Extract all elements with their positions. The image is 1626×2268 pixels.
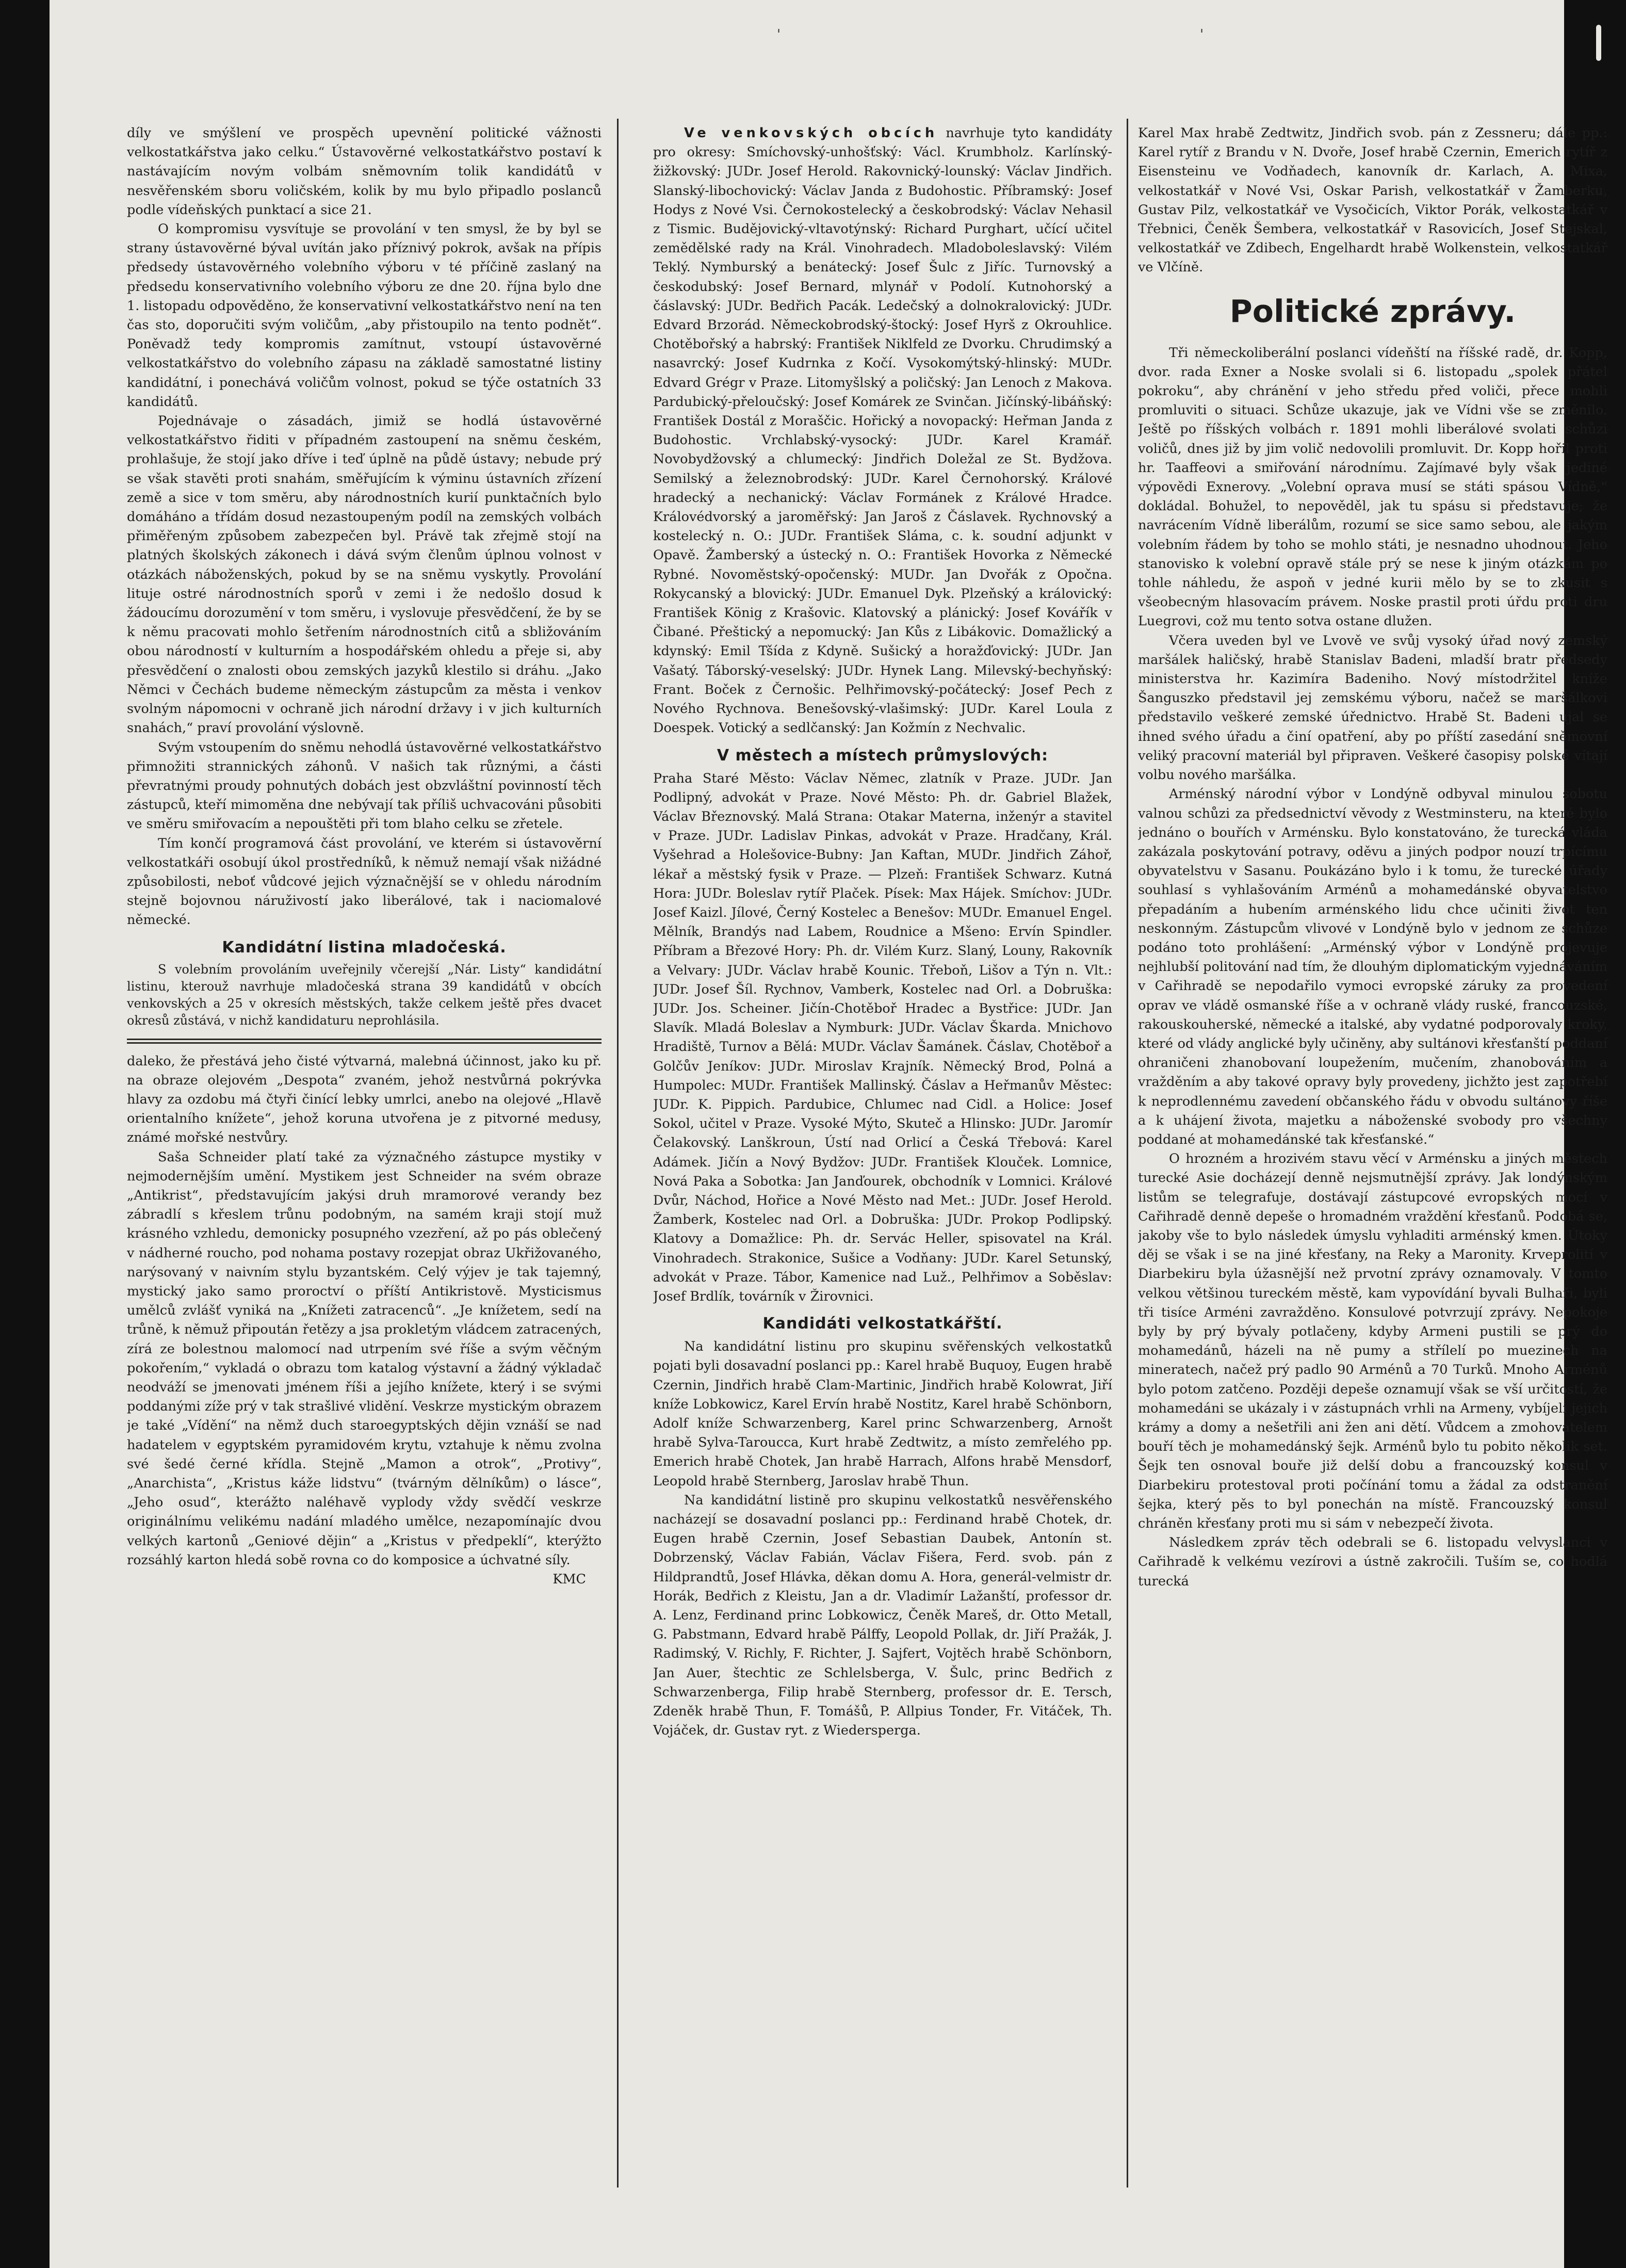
paragraph: Tři německoliberální poslanci vídeňští na říšské radě, dr. Kopp, dvor. rada Exner a Noske svolali si 6. listopadu „spolek přátel pokroku“, aby chránění v jeho středu před voliči, přece mohli promluviti o situaci. Schůze ukazuje, jak ve Vídni vše se změnilo. Ještě po říšských volbách r. 1891 mohli liberálové svolati schůzi voličů, dnes již by jim volič nedovolili promluvit. Dr. Kopp hořil proti hr. Taaffeovi a smiřování národnímu. Zajímavé byly však jediné výpovědi Exnerovy. „Volební oprava musí se státi spásou Vídně,“ dokládal. Bohužel, to nepověděl, jak tu spásu si představuje; že navrácením Vídně liberálům, rozumí se sice samo sebou, ale jakým volebním řádem by toho se mohlo státi, je nesnadno uhodnout. Jeho stanovisko k volební opravě stále prý se nese k jiným otázkám po tohle náhledu, že aspoň v jedné kurii mělo by se to zkusit s všeobecným hlasovacím právem. Noske prastil proti úřdu proti dru Luegrovi, což mu tento sotva ostane dlužen.: [1138, 345, 1607, 629]
column-rule-right: [1127, 119, 1128, 2188]
inline-heading: Ve venkovských obcích: [684, 125, 938, 141]
section-heading: Kandidátní listina mladočeská.: [222, 938, 507, 957]
paragraph: Saša Schneider platí také za význačného zástupce mystiky v nejmodernějším umění. Mystikem jest Schneider na svém obraze „Antikrist“, představujícím jakýsi druh mramorové verandy bez zábradlí s křeslem trůnu podobným, na samém kraji stojí muž krásného vzhledu, demonicky posupného vzezření, až po pás oblečený v nádherné roucho, pod nohama postavy rozepjat obraz Ukřižovaného, narýsovaný v naivním stylu byzantském. Celý výjev je tak tajemný, mystický jako samo proroctví o příští Antikristově. Mysticismus umělců zvlášť vyniká na „Knížeti zatracenců“. „Je knížetem, sedí na trůně, k němuž připoután řetězy a jsa prokletým vládcem zatracených, zírá ze bolestnou malomocí nad utrpením své říše a svým věčným pokořením,“ vykladá o obrazu tom katalog výstavní a žádný výkladač neodváží se jmenovati jménem říši a jejího knížete, který i se svými poddanými zíže prý v tak strašlivé vlidění. Veskrze mystickým obrazem je také „Vídění“ na němž duch staroegyptských dějin vznáší se nad hadatelem v egyptském pyramidovém krytu, vztahuje k němu zvolna své šedé černé křídla. Stejně „Mamon a otrok“, „Protivy“, „Anarchista“, „Kristus káže lidstvu“ (tvárným dělníkům) o lásce“, „Jeho osud“, kterážto naléhavě vyplody vždy svědčí veskrze originálnímu velikému nadání mladého umělce, nezapomínajíc dvou velkých kartonů „Geniové dějin“ a „Kristus v předpeklí“, kterýžto rozsáhlý karton hledá sobě rovna co do komposice a úchvatné síly.: [127, 1149, 601, 1568]
section-title: Politické zprávy.: [1229, 293, 1516, 330]
column-1: [127, 124, 601, 2182]
paragraph: O kompromisu vysvítuje se provolání v ten smysl, že by byl se strany ústavověrné býval uvítán jako příznivý pokrok, avšak na přípis předsedy ústavověrného volebního výboru v té příčině zaslaný na předsedu konservativního volebního výboru ze dne 20. října bylo dne 1. listopadu odpověděno, že konservativní velkostatkářstvo není na ten čas sto, doporučiti svým voličům, „aby přistoupilo na tento podnět“. Poněvadž tedy kompromis zamítnut, vstoupí ústavověrné velkostatkářstvo do volebního zápasu na základě samostatné listiny kandidátní, i ponechává voličům volnost, pokud se týče ostatních 33 kandidátů.: [127, 221, 601, 410]
paragraph: Arménský národní výbor v Londýně odbyval minulou sobotu valnou schůzi za předsednictví věvody z Westminsteru, na které bylo jednáno o bouřích v Arménsku. Bylo konstatováno, že turecká vláda zakázala poskytování potravy, oděvu a jiných podpor nouzí trpícímu obyvatelstvu v Sasanu. Poukázáno bylo i k tomu, že turecké úřady souhlasí s vyhlašováním Arménů a mohamedánské obyvatelstvo přepadáním a hubením arménského lidu chce učiniti život ten neskonným. Zástupcům vlivové v Londýně bylo v jednom ze schůze podáno toto prohlášení: „Arménský výbor v Londýně projevuje nejhlubší politování nad tím, že dlouhým diplomatickým vyjednáváním v Cařihradě se nepodařilo vymoci evropské záruky za provedení oprav ve vládě osmanské říše a v ochraně vlády ruské, francouzské, rakouskouherské, německé a italské, aby vydatné podporovaly kroky, které od vlády anglické byly učiněny, aby sultánovi křesťanští poddaní ohraničeni zhanobovaní loupežením, mučením, zhanobováním a vražděním a aby takové opravy byly provedeny, jichžto jest zapotřebí k neprodlennému zavedení občanského řádu v obvodu sultánovy říše a k uhájení života, majetku a náboženské svobody pro všechny poddané at mohamedánské tak křesťanské.“: [1138, 786, 1607, 1147]
section-heading: Kandidáti velkostatkářští.: [762, 1315, 1003, 1333]
paragraph: Včera uveden byl ve Lvově ve svůj vysoký úřad nový zemský maršálek haličský, hrabě Stanislav Badeni, mladší bratr předsedy ministerstva hr. Kazimíra Badeniho. Nový místodržitel kníže Šanguszko představil jej zemskému výboru, načež se maršálkovi představilo veškeré zemské úřednictvo. Hrabě St. Badeni ujal se ihned svého úřadu a činí opatření, aby po příští zasedání sněmovní veliký pracovní materiál byl připraven. Veškeré časopisy polské vítají volbu nového maršálka.: [1138, 633, 1607, 783]
paragraph: Následkem zpráv těch odebrali se 6. listopadu velvyslanci v Cařihradě k velkému vezírovi a ústně zakročili. Tuším se, co hodlá turecká: [1138, 1535, 1607, 1589]
paragraph: daleko, že přestává jeho čisté výtvarná, malebná účinnost, jako ku př. na obraze olejovém „Despota“ zvaném, jehož nestvůrná pokrývka hlavy za ozdobu má čtyři činící lebky umrlci, anebo na olejové „Hlavě orientalního knížete“, jehož koruna utvořena je z pitvorné medusy, známé mořské nestvůry.: [127, 1053, 601, 1146]
feuilleton-divider: [127, 1039, 601, 1044]
paragraph: Tím končí programová část provolání, ve kterém si ústavověrní velkostatkáři osobují úkol prostředníků, k němuž nemají však nižádné způsobilosti, neboť vůdcové jejich význačnější se v ohledu národním stejně bojovnou náruživostí jako liberálové, tak i naciomalové německé.: [127, 835, 601, 928]
signature: KMC: [552, 1572, 586, 1587]
column-2: [653, 124, 1112, 2182]
paragraph: S volebním provoláním uveřejnily včerejší „Nár. Listy“ kandidátní listinu, kterouž navrhuje mladočeská strana 39 kandidátů v obcích venkovských a 25 v okresích městských, takže celkem ještě přes dvacet okresů zůstává, v nichž kandidaturu neprohlásila.: [127, 962, 601, 1028]
paragraph: [653, 124, 1112, 738]
page-mark-right: ': [1200, 27, 1204, 42]
column-3: [1138, 124, 1607, 2182]
paragraph: Karel Max hrabě Zedtwitz, Jindřich svob. pán z Zessneru; dále pp.: Karel rytíř z Brandu v N. Dvoře, Josef hrabě Czernin, Emerich rytíř z Eisensteinu ve Vodňadech, kanovník dr. Karlach, A. Mixa, velkostatkář v Nové Vsi, Oskar Parish, velkostatkář v Žamberku, Gustav Pilz, velkostatkář ve Vysočicích, Viktor Porák, velkostatkář v Třebnici, Čeněk Šembera, velkostatkář v Rasovicích, Josef Stejskal, velkostatkář ve Zdibech, Engelhardt hrabě Wolkenstein, velkostatkář ve Vlčíně.: [1138, 125, 1607, 276]
paragraph: Svým vstoupením do sněmu nehodlá ústavověrné velkostatkářstvo přimnožiti strannických záhonů. V našich tak různými, a části převratnými proudy pohnutých dobách jest obzvláštní povinností těch zástupců, kteří mimoměna dne nebývají tak příliš uchvacováni působiti ve směru smiřovacím a nepouštěti při tom blaho celku se zřetele.: [127, 739, 601, 832]
paragraph: Na kandidátní listinu pro skupinu svěřenských velkostatků pojati byli dosavadní poslanci pp.: Karel hrabě Buquoy, Eugen hrabě Czernin, Jindřich hrabě Clam-Martinic, Jindřich hrabě Kolowrat, Jiří kníže Lobkowicz, Karel Ervín hrabě Nostitz, Karel hrabě Schönborn, Adolf kníže Schwarzenberg, Karel princ Schwarzenberg, Arnošt hrabě Sylva-Taroucca, Kurt hrabě Zedtwitz, a místo zemřelého pp. Emerich hrabě Chotek, Jan hrabě Harrach, Alfons hrabě Mensdorf, Leopold hrabě Sternberg, Jaroslav hrabě Thun.: [653, 1339, 1112, 1489]
paragraph: O hrozném a hrozivém stavu věcí v Arménsku a jiných městech turecké Asie docházejí denně nejsmutnější zprávy. Jak londýnským listům se telegrafuje, dostávají zástupcové evropských mocí v Cařihradě denně depeše o hromadném vraždění křesťanů. Podobá se, jakoby vše to bylo následek úmyslu vyhladiti arménský kmen. Útoky děj se však i se na jiné křesťany, na Reky a Maronity. Krveprolití v Diarbekiru byla úžasnější než prvotní zprávy oznamovaly. V tomto velkou většinou tureckém městě, kam vypovídání byvali Bulhaři, byli tři tisíce Arméni zavražděno. Konsulové potvrzují zprávy. Nepokoje byly by prý bývaly potlačeny, kdyby Armeni pustili se prý do mohamedánů, házeli na ně pumy a střílelí po muezinech na mineratech, načež prý padlo 90 Arménů a 70 Turků. Mnoho Arménů bylo potom zatčeno. Později depeše oznamují však se vší určitostí, že mohamedáni se ukázaly i v zástupnách vrhli na Armeny, vybíjeli jejich krámy a domy a nešetřili ani žen ani dětí. Vůdcem a zmohovatelem bouří těch je mohamedánský šejk. Arménů bylo tu pobito několik set. Šejk ten osnoval bouře již delší dobu a francouzský konsul v Diarbekiru protestoval proti počínání tomu a žádal za odstranění šejka, který pěs to byl ponechán na místě. Francouzský konsul chráněn křesťany proti mu si sám v nebezpečí života.: [1138, 1151, 1607, 1532]
paragraph: Na kandidátní listině pro skupinu velkostatků nesvěřenského nacházejí se dosavadní poslanci pp.: Ferdinand hrabě Chotek, dr. Eugen hrabě Czernin, Josef Sebastian Daubek, Antonín st. Dobrzenský, Václav Fabián, Václav Fišera, Ferd. svob. pán z Hildprandtů, Josef Hlávka, děkan domu A. Hora, generál-velmistr dr. Horák, Bedřich z Kleistu, Jan a dr. Vladimír Lažanští, professor dr. A. Lenz, Ferdinand princ Lobkowicz, Čeněk Mareš, dr. Otto Metall, G. Pabstmann, Edvard hrabě Pálffy, Leopold Pollak, dr. Jiří Pražák, J. Radimský, V. Richly, F. Richter, J. Sajfert, Vojtěch hrabě Schönborn, Jan Auer, štechtic ze Schlelsberga, V. Šulc, princ Bedřich z Schwarzenberga, Filip hrabě Sternberg, professor dr. E. Tersch, Zdeněk hrabě Thun, F. Tomášů, P. Allpius Tonder, Fr. Vitáček, Th. Vojáček, dr. Gustav ryt. z Wiedersperga.: [653, 1492, 1112, 1739]
paragraph: díly ve smýšlení ve prospěch upevnění politické vážnosti velkostatkářstva jako celku.“ Ústavověrné velkostatkářstvo postaví k nastávajícím novým volbám sněmovním tolik kandidátů v nesvěřenském sboru voličském, kolik by mu bylo připadlo poslanců podle vídeňských punktací a sice 21.: [127, 125, 601, 218]
paragraph-text: navrhuje tyto kandidáty pro okresy: Smíchovský-unhošťský: Václ. Krumbholz. Karlínský-žižkovský: JUDr. Josef Herold. Rakovnický-lounský: Václav Jindřich. Slanský-libochovický: Václav Janda z Budohostic. Příbramský: Josef Hodys z Nové Vsi. Černokostelecký a českobrodský: Václav Nehasil z Tismic. Budějovický-vltavotýnský: Richard Purghart, učící učitel zemědělské rady na Král. Vinohradech. Mladoboleslavský: Vilém Teklý. Nymburský a benátecký: Josef Šulc z Jiříc. Turnovský a českodubský: Josef Bernard, mlynář v Podolí. Kutnohorský a čáslavský: JUDr. Bedřich Pacák. Ledečský a dolnokralovický: JUDr. Edvard Brzorád. Německobrodský-štocký: Josef Hyrš z Okrouhlice. Chotěbořský a habrský: František Niklfeld ze Dvorku. Chrudimský a nasavrcký: Josef Kudrnka z Kočí. Vysokomýtský-hlinský: MUDr. Edvard Grégr v Praze. Litomyšlský a poličský: Jan Lenoch z Makova. Pardubický-přeloučský: Josef Komárek ze Svinčan. Jičínský-libáňský: František Dostál z Moraščic. Hořický a novopacký: Heřman Janda z Budohostic. Vrchlabský-vysocký: JUDr. Karel Kramář. Novobydžovský a chlumecký: Jindřich Doležal ze St. Bydžova. Semilský a železnobrodský: JUDr. Karel Černohorský. Králové hradecký a nechanický: Václav Formánek z Králové Hradce. Královédvorský a jaroměřský: Jan Jaroš z Čáslavek. Rychnovský a kostelecký n. O.: JUDr. František Sláma, c. k. soudní adjunkt v Opavě. Žamberský a ústecký n. O.: František Hovorka z Německé Rybné. Novoměstský-opočenský: MUDr. Jan Dvořák z Opočna. Rokycanský a blovický: JUDr. Emanuel Dyk. Plzeňský a královický: František König z Krašovic. Klatovský a plánický: Josef Kovářík v Čibané. Přeštický a nepomucký: Jan Kůs z Libákovic. Domažlický a kdynský: Emil Tšída z Kdyně. Sušický a horažďovický: JUDr. Jan Vašatý. Táborský-veselský: JUDr. Hynek Lang. Milevský-bechyňský: Frant. Boček z Černošic. Pelhřimovský-počátecký: Josef Pech z Nového Rychnova. Benešovský-vlašimský: JUDr. Karel Loula z Doespek. Votický a sedlčanský: Jan Kožmín z Nechvalic.: [653, 125, 1112, 736]
column-rule-left: [617, 119, 619, 2188]
paragraph: Pojednávaje o zásadách, jimiž se hodlá ústavověrné velkostatkářstvo řiditi v případném zastoupení na sněmu českém, prohlašuje, že stojí jako dříve i teď úplně na půdě ústavy; nebude prý se však stavěti proti snahám, směřujícím k výminu ústavních zřízení země a sice v tom směru, aby národnostních kurií punktačních bylo domáháno a třídám dosud nezastoupeným podíl na zemských volbách přiměřeným způsobem zabezpečen byl. Právě tak zřejmě stojí na platných školských zákonech i dává svým členům úplnou volnost v otázkách náboženských, pokud by se na sněmu vyskytly. Provolání lituje ostré národnostních sporů v zemi i že nedošlo dosud k žádoucímu dorozumění v tom směru, i vyslovuje přesvědčení, že by se k němu pracovati mohlo šetřením národnostních citů a sbližováním obou národností v kulturním a hospodářském ohledu a přeje si, aby přesvědčení o znalosti obou zemských jazyků klestilo si dráhu. „Jako Němci v Čechách budeme německým zástupcům za města i venkov svolným nápomocni v ochraně jich národní državy i v jich kulturních snahách,“ praví provolání výslovně.: [127, 413, 601, 736]
scan-edge-mark: [1596, 25, 1601, 61]
section-heading: V městech a místech průmyslových:: [717, 746, 1049, 765]
newspaper-page: [50, 0, 1607, 2268]
page-mark-left: ': [777, 27, 781, 42]
paragraph: Praha Staré Město: Václav Němec, zlatník v Praze. JUDr. Jan Podlipný, advokát v Praze. Nové Město: Ph. dr. Gabriel Blažek, Václav Březnovský. Malá Strana: Otakar Materna, inženýr a stavitel v Praze. JUDr. Ladislav Pinkas, advokát v Praze. Hradčany, Král. Vyšehrad a Holešovice-Bubny: Jan Kaftan, MUDr. Jindřich Záhoř, lékař a městský fysik v Praze. — Plzeň: František Schwarz. Kutná Hora: JUDr. Boleslav rytíř Plaček. Písek: Max Hájek. Smíchov: JUDr. Josef Kaizl. Jílové, Černý Kostelec a Benešov: MUDr. Emanuel Engel. Mělník, Brandýs nad Labem, Roudnice a Mšeno: Ervín Spindler. Příbram a Březové Hory: Ph. dr. Vilém Kurz. Slaný, Louny, Rakovník a Velvary: JUDr. Václav hrabě Kounic. Třeboň, Lišov a Týn n. Vlt.: JUDr. Josef Šíl. Rychnov, Vamberk, Kostelec nad Orl. a Dobruška: JUDr. Jos. Scheiner. Jičín-Chotěboř Hradec a Bystřice: JUDr. Jan Slavík. Mladá Boleslav a Nymburk: JUDr. Václav Škarda. Mnichovo Hradiště, Turnov a Bělá: MUDr. Václav Šamánek. Čáslav, Chotěboř a Golčův Jeníkov: JUDr. Miroslav Krajník. Německý Brod, Polná a Humpolec: MUDr. František Mallinský. Čáslav a Heřmanův Městec: JUDr. K. Pippich. Pardubice, Chlumec nad Cidl. a Holice: Josef Sokol, učitel v Praze. Vysoké Mýto, Skuteč a Hlinsko: JUDr. Jaromír Čelakovský. Lanškroun, Ústí nad Orlicí a Česká Třebová: Karel Adámek. Jičín a Nový Bydžov: JUDr. František Klouček. Lomnice, Nová Paka a Sobotka: Jan Janďourek, obchodník v Lomnici. Králové Dvůr, Náchod, Hořice a Nové Město nad Met.: JUDr. Josef Herold. Žamberk, Kostelec nad Orl. a Dobruška: JUDr. Prokop Podlipský. Klatovy a Domažlice: Ph. dr. Servác Heller, spisovatel na Král. Vinohradech. Strakonice, Sušice a Vodňany: JUDr. Karel Setunský, advokát v Praze. Tábor, Kamenice nad Luž., Pelhřimov a Soběslav: Josef Brdlík, továrník v Žirovnici.: [653, 770, 1112, 1304]
